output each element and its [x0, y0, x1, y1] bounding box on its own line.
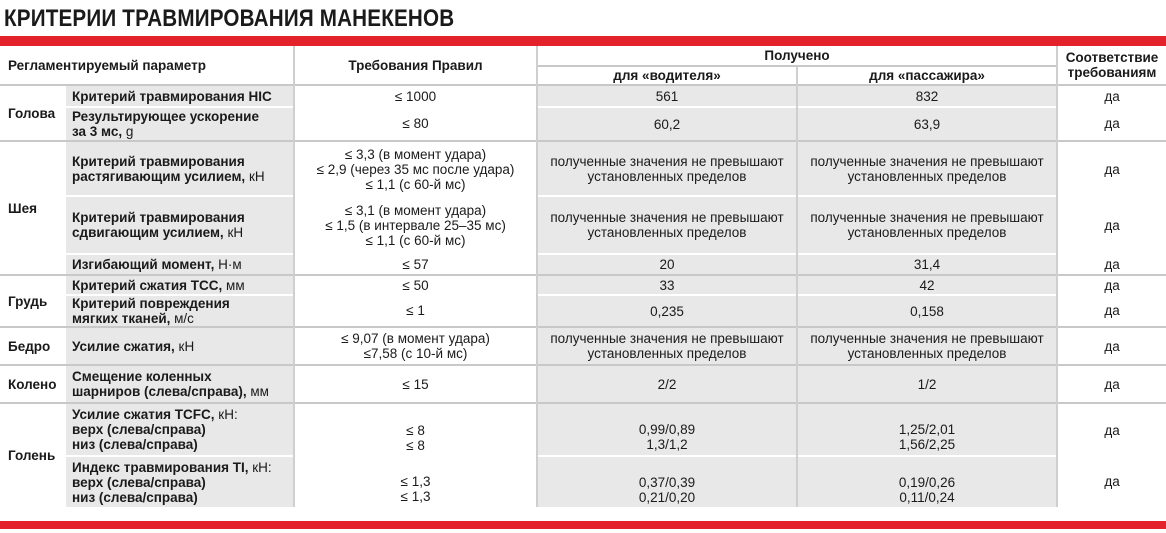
ok-femur: да	[1057, 327, 1166, 365]
param-femur: Усилие сжатия, кН	[66, 327, 294, 365]
driver-ti: 0,37/0,39 0,21/0,20	[537, 456, 797, 507]
req-shear: ≤ 3,1 (в момент удара) ≤ 1,5 (в интервале 25–35 мс) ≤ 1,1 (с 60-й мс)	[294, 196, 537, 254]
ok-shear: да	[1057, 196, 1166, 254]
param-ti: Индекс травмирования TI, кН: верх (слева/справа) низ (слева/справа)	[66, 456, 294, 507]
table-row	[0, 295, 1166, 327]
group-label-hip: Бедро	[0, 327, 66, 365]
group-label-knee: Колено	[0, 365, 66, 403]
passenger-accel: 63,9	[797, 107, 1057, 141]
req-hic: ≤ 1000	[294, 85, 537, 107]
driver-tension: полученные значения не превышают установленных пределов	[537, 141, 797, 196]
ok-tcfc: да	[1057, 403, 1166, 456]
driver-hic: 561	[537, 85, 797, 107]
header-conformity-line1: Соответствие	[1065, 50, 1159, 65]
header-conformity-line2: требованиям	[1067, 65, 1157, 80]
param-hic: Критерий травмирования HIC	[66, 85, 294, 107]
driver-femur: полученные значения не превышают установленных пределов	[537, 327, 797, 365]
ok-hic: да	[1057, 85, 1166, 107]
passenger-bending: 31,4	[797, 254, 1057, 275]
group-label-chest: Грудь	[0, 275, 66, 327]
table-row	[0, 254, 1166, 275]
driver-tcc: 33	[537, 275, 797, 295]
param-tension: Критерий травмирования растягивающим усилием, кН	[66, 141, 294, 196]
param-knee: Смещение коленных шарниров (слева/справа), мм	[66, 365, 294, 403]
req-knee: ≤ 15	[294, 365, 537, 403]
ok-tcc: да	[1057, 275, 1166, 295]
group-label-shin: Голень	[0, 403, 66, 507]
ok-accel: да	[1057, 107, 1166, 141]
table-row	[0, 327, 1166, 365]
group-label-neck: Шея	[0, 141, 66, 275]
driver-knee: 2/2	[537, 365, 797, 403]
req-ti: ≤ 1,3 ≤ 1,3	[294, 456, 537, 507]
ok-tension: да	[1057, 141, 1166, 196]
table-row	[0, 456, 1166, 507]
param-bending: Изгибающий момент, Н·м	[66, 254, 294, 275]
table-row	[0, 141, 1166, 196]
driver-tcfc: 0,99/0,89 1,3/1,2	[537, 403, 797, 456]
table-row	[0, 365, 1166, 403]
passenger-ti: 0,19/0,26 0,11/0,24	[797, 456, 1057, 507]
table-row	[0, 403, 1166, 456]
passenger-hic: 832	[797, 85, 1057, 107]
page-title: КРИТЕРИИ ТРАВМИРОВАНИЯ МАНЕКЕНОВ	[4, 5, 455, 32]
req-bending: ≤ 57	[294, 254, 537, 275]
table-row	[0, 275, 1166, 295]
param-tcfc: Усилие сжатия TCFC, кН: верх (слева/справа) низ (слева/справа)	[66, 403, 294, 456]
req-accel: ≤ 80	[294, 107, 537, 141]
table-row	[0, 107, 1166, 141]
passenger-soft-tissue: 0,158	[797, 295, 1057, 327]
header-requirements: Требования Правил	[294, 46, 537, 85]
driver-accel: 60,2	[537, 107, 797, 141]
header-driver: для «водителя»	[537, 66, 797, 85]
ok-ti: да	[1057, 456, 1166, 507]
param-soft-tissue: Критерий повреждения мягких тканей, м/с	[66, 295, 294, 327]
req-soft-tissue: ≤ 1	[294, 295, 537, 327]
ok-bending: да	[1057, 254, 1166, 275]
table-row	[0, 196, 1166, 254]
param-tcc: Критерий сжатия TCC, мм	[66, 275, 294, 295]
driver-soft-tissue: 0,235	[537, 295, 797, 327]
header-conformity	[1057, 46, 1166, 85]
req-tcfc: ≤ 8 ≤ 8	[294, 403, 537, 456]
passenger-shear: полученные значения не превышают установленных пределов	[797, 196, 1057, 254]
req-tension: ≤ 3,3 (в момент удара) ≤ 2,9 (через 35 мс после удара) ≤ 1,1 (с 60-й мс)	[294, 141, 537, 196]
header-passenger: для «пассажира»	[797, 66, 1057, 85]
passenger-femur: полученные значения не превышают установленных пределов	[797, 327, 1057, 365]
param-shear: Критерий травмирования сдвигающим усилием, кН	[66, 196, 294, 254]
header-param: Регламентируемый параметр	[0, 46, 294, 85]
req-tcc: ≤ 50	[294, 275, 537, 295]
ok-soft-tissue: да	[1057, 295, 1166, 327]
group-label-head: Голова	[0, 85, 66, 141]
driver-shear: полученные значения не превышают установленных пределов	[537, 196, 797, 254]
criteria-table	[0, 46, 1166, 507]
ok-knee: да	[1057, 365, 1166, 403]
table-row	[0, 85, 1166, 107]
passenger-tcc: 42	[797, 275, 1057, 295]
param-accel: Результирующее ускорение за 3 мс, g	[66, 107, 294, 141]
header-received: Получено	[537, 46, 1057, 66]
passenger-tcfc: 1,25/2,01 1,56/2,25	[797, 403, 1057, 456]
header-row-1	[0, 46, 1166, 66]
accent-bar-bottom	[0, 521, 1166, 529]
accent-bar-top	[0, 36, 1166, 46]
driver-bending: 20	[537, 254, 797, 275]
passenger-tension: полученные значения не превышают установленных пределов	[797, 141, 1057, 196]
req-femur: ≤ 9,07 (в момент удара) ≤7,58 (с 10-й мс)	[294, 327, 537, 365]
passenger-knee: 1/2	[797, 365, 1057, 403]
